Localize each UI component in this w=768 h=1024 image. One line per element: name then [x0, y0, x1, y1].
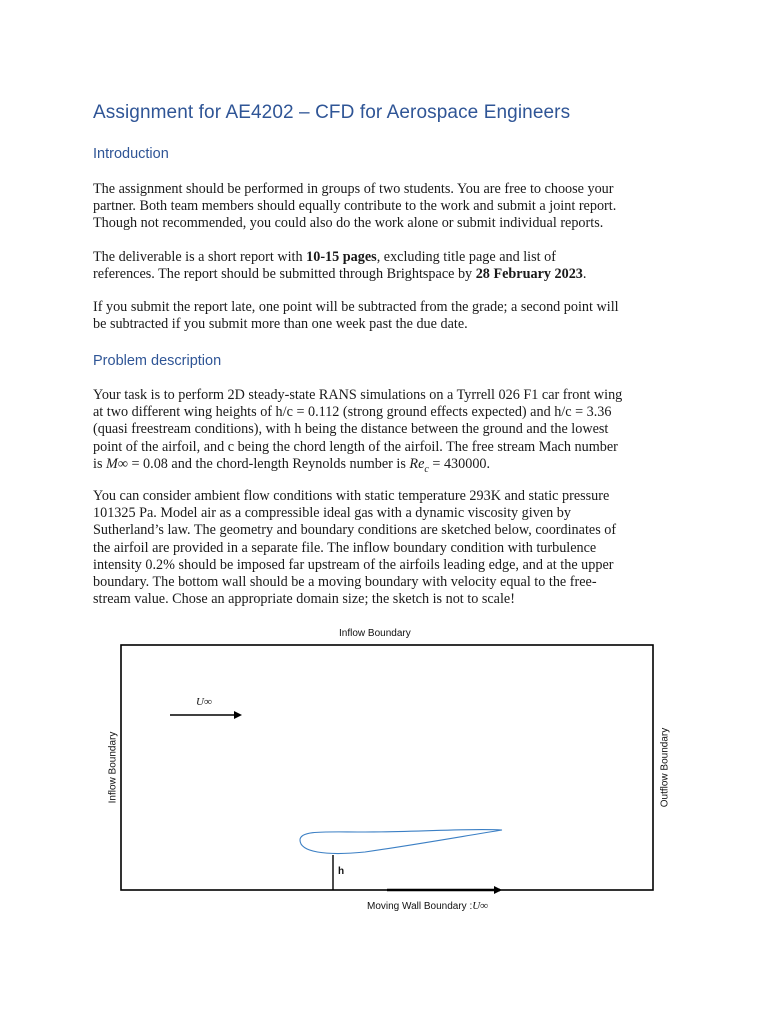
text-run: references. The report should be submitted through Brightspace by — [93, 266, 476, 283]
text-line: stream value. Chose an appropriate domain size; the sketch is not to scale! — [93, 591, 515, 608]
text-line: the airfoil are provided in a separate file. The inflow boundary condition with turbulence — [93, 539, 597, 556]
text-run: = 430000. — [428, 455, 491, 472]
text-line — [93, 266, 675, 283]
bottom-velocity-symbol: U∞ — [472, 900, 489, 912]
text-line: boundary. The bottom wall should be a moving boundary with velocity equal to the free- — [93, 574, 597, 591]
domain-sketch-svg — [100, 622, 680, 922]
right-boundary-label — [660, 720, 671, 816]
right-boundary-text: Outflow Boundary — [659, 727, 671, 808]
problem-paragraph-2 — [93, 488, 675, 608]
text-line: You can consider ambient flow conditions with static temperature 293K and static pressure — [93, 488, 610, 504]
reynolds-symbol: Re — [409, 455, 425, 472]
introduction-paragraph-1 — [93, 181, 675, 233]
velocity-symbol-label: U∞ — [196, 696, 212, 708]
top-boundary-label: Inflow Boundary — [339, 628, 411, 639]
problem-description-heading: Problem description — [93, 353, 222, 369]
left-boundary-label: Inflow Boundary — [107, 731, 119, 804]
text-line: (quasi freestream conditions), with h being the distance between the ground and the lowest — [93, 421, 609, 438]
text-line: Sutherland’s law. The geometry and boundary conditions are sketched below, coordinates of — [93, 522, 617, 539]
mach-symbol: M∞ — [106, 455, 128, 472]
text-line: The assignment should be performed in groups of two students. You are free to choose your — [93, 181, 614, 197]
problem-paragraph-1 — [93, 387, 675, 478]
due-date-emphasis: 28 February 2023 — [475, 266, 583, 283]
height-label: h — [338, 866, 345, 877]
text-run: is — [93, 455, 107, 472]
bottom-boundary-text: Moving Wall Boundary : — [367, 901, 473, 912]
introduction-paragraph-2 — [93, 249, 675, 283]
text-line: intensity 0.2% should be imposed far upstream of the airfoils leading edge, and at the upper — [93, 556, 614, 573]
domain-boundary-frame — [121, 645, 653, 890]
text-run: , excluding title page and list of — [376, 249, 556, 265]
text-run: The deliverable is a short report with — [93, 249, 307, 265]
introduction-paragraph-3 — [93, 299, 675, 333]
text-line: partner. Both team members should equally contribute to the work and submit a joint report. — [93, 198, 617, 215]
document-title: Assignment for AE4202 – CFD for Aerospace Engineers — [93, 102, 571, 123]
page-count-emphasis: 10-15 pages — [306, 249, 377, 265]
reynolds-subscript: c — [424, 463, 429, 475]
text-line — [93, 249, 675, 266]
text-run: . — [582, 266, 587, 283]
text-line: Though not recommended, you could also do the work alone or submit individual reports. — [93, 215, 604, 232]
domain-sketch — [100, 622, 680, 922]
text-line: Your task is to perform 2D steady-state RANS simulations on a Tyrrell 026 F1 car front wing — [93, 387, 623, 403]
text-line: be subtracted if you submit more than one week past the due date. — [93, 316, 468, 333]
text-line: If you submit the report late, one point will be subtracted from the grade; a second point will — [93, 299, 619, 315]
text-line: 101325 Pa. Model air as a compressible ideal gas with a dynamic viscosity given by — [93, 505, 571, 522]
text-run: = 0.08 and the chord-length Reynolds number is — [127, 455, 410, 472]
text-line: at two different wing heights of h/c = 0.112 (strong ground effects expected) and h/c = 3.36 — [93, 404, 612, 421]
introduction-heading: Introduction — [93, 146, 169, 162]
text-line — [93, 456, 675, 478]
airfoil-outline — [300, 829, 502, 853]
text-line: point of the airfoil, and c being the chord length of the airfoil. The free stream Mach number — [93, 438, 618, 455]
bottom-boundary-label — [367, 900, 488, 912]
